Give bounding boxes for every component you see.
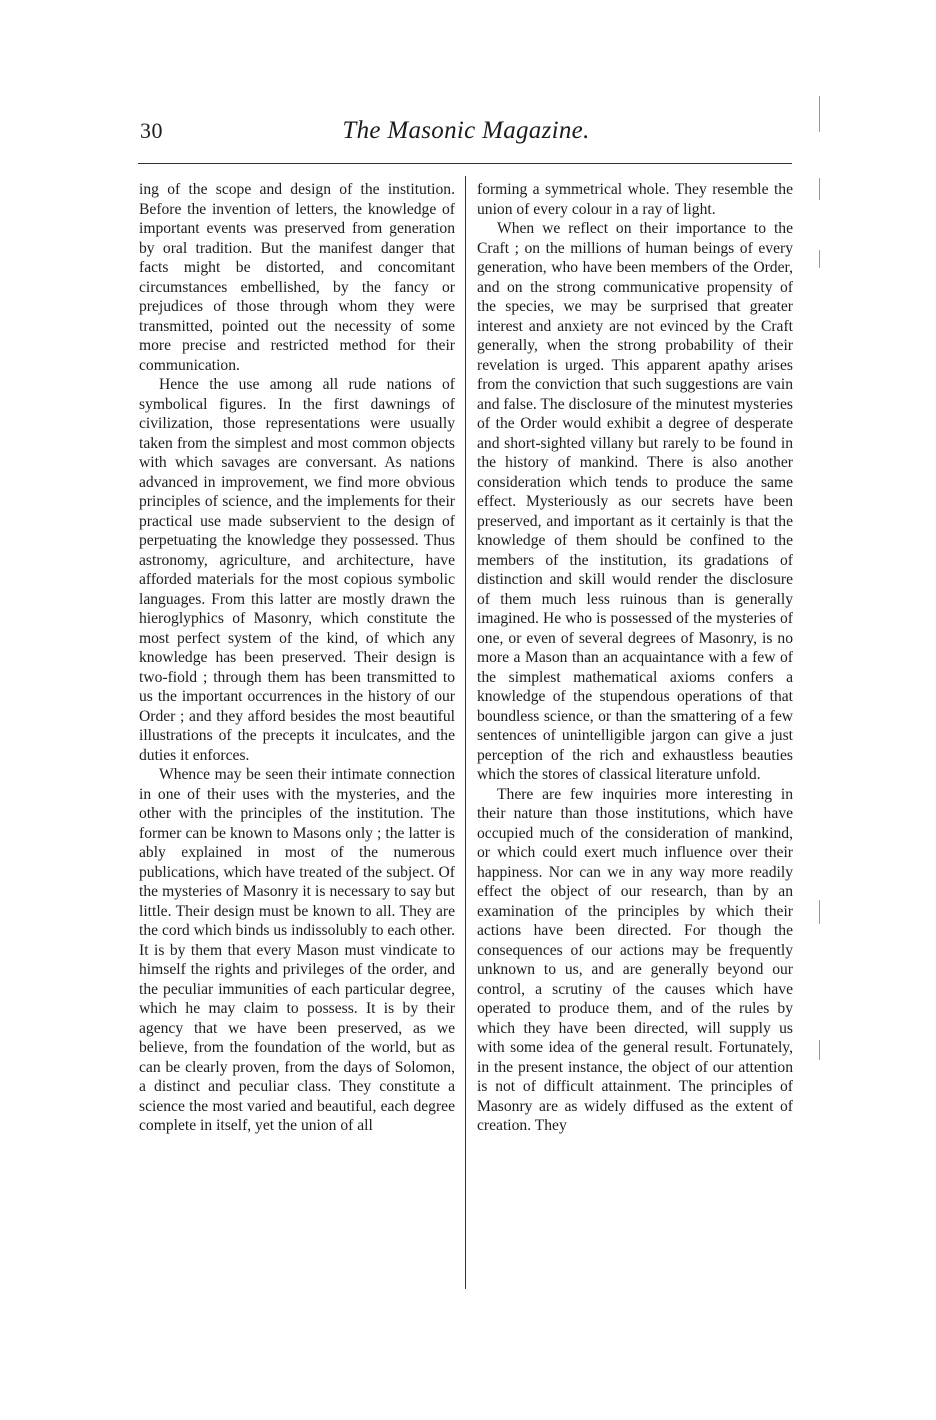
left-column xyxy=(139,180,455,1136)
paragraph: Whence may be seen their intimate connection in one of their uses with the mysteries, and the other with the principles of the institution. The former can be known to Masons only ; the latter is ably explained in most of the numerous publications, which have treated of the subject. Of the mysteries of Masonry it is necessary to say but little. Their design must be known to all. They are the cord which binds us indissolubly to each other. It is by them that every Mason must vindicate to himself the rights and privileges of the order, and the peculiar immunities of each particular degree, which he may claim to possess. It is by their agency that we have been preserved, as we believe, from the foundation of the world, but as can be clearly proven, from the days of Solomon, a distinct and peculiar class. They constitute a science the most varied and beautiful, each degree complete in itself, yet the union of all xyxy=(139,766,455,1134)
paragraph: Hence the use among all rude nations of symbolical figures. In the first dawnings of civilization, those representations were usually taken from the simplest and most common objects with which savages are conversant. As nations advanced in improvement, we find more obvious principles of science, and the implements for their practical use made subservient to the design of perpetuating the knowledge they possessed. Thus astronomy, agriculture, and architecture, have afforded materials for the most copious symbolic languages. From this latter are mostly drawn the hieroglyphics of Masonry, which constitute the most perfect system of the kind, of which any knowledge has been preserved. Their design is two-fiold ; through them has been transmitted to us the important occurrences in the history of our Order ; and they afford besides the most beautiful illustrations of the precepts it inculcates, and the duties it enforces. xyxy=(139,376,455,764)
paragraph: ing of the scope and design of the institution. Before the invention of letters, the knowledge of important events was preserved from generation by oral tradition. But the manifest danger that facts might be distorted, and concomitant circumstances embellished, by the fancy or prejudices of those through whom they were transmitted, pointed out the necessity of some more precise and restricted method for their communication. xyxy=(139,181,455,374)
scan-margin-mark xyxy=(819,96,820,132)
page-title: The Masonic Magazine. xyxy=(342,117,590,144)
scan-margin-mark xyxy=(819,1040,820,1060)
right-column xyxy=(477,180,793,1136)
scan-margin-mark xyxy=(819,900,820,924)
paragraph: There are few inquiries more interesting in their nature than those institutions, which have occupied much of the consideration of mankind, or which could exert much influence over their happiness. Nor can we in any way more readily effect the object of our research, than by an examination of the principles by which their actions have been directed. For though the consequences of our actions may be frequently unknown to us, and are generally beyond our control, a scrutiny of the causes which have operated to produce them, and of the rules by which they have been directed, will supply us with some idea of the general result. Fortunately, in the present instance, the object of our attention is not of difficult attainment. The principles of Masonry are as widely diffused as the extent of creation. They xyxy=(477,785,793,1134)
scan-margin-mark xyxy=(819,178,820,200)
paragraph: When we reflect on their importance to the Craft ; on the millions of human beings of every generation, who have been members of the Order, and on the strong communicative propensity of the species, we may be surprised that greater interest and anxiety are not evinced by the Craft generally, when the strong probability of their revelation is urged. This apparent apathy arises from the conviction that such suggestions are vain and false. The disclosure of the minutest mysteries of the Order would exhibit a degree of desperate and short-sighted villany but rarely to be found in the history of mankind. There is also another consideration which tends to produce the same effect. Mysteriously as our secrets have been preserved, and important as it certainly is that the knowledge of them should be confined to the members of the institution, its gradations of distinction and skill would render the disclosure of them much less ruinous than is generally imagined. He who is possessed of the mysteries of one, or even of several degrees of Masonry, is no more a Mason than an acquaintance with a few of the simplest mathematical axioms confers a knowledge of the stupendous operations of that boundless science, or than the smattering of a few sentences of unintelligible jargon can give a just perception of the rich and exhaustless beauties which the stores of classical literature unfold. xyxy=(477,220,793,783)
scan-margin-mark xyxy=(819,250,820,268)
page-number: 30 xyxy=(140,118,163,143)
header-rule xyxy=(138,163,792,164)
page-header xyxy=(140,116,792,146)
paragraph: forming a symmetrical whole. They resemble the union of every colour in a ray of light. xyxy=(477,181,793,218)
column-divider xyxy=(465,176,466,1289)
